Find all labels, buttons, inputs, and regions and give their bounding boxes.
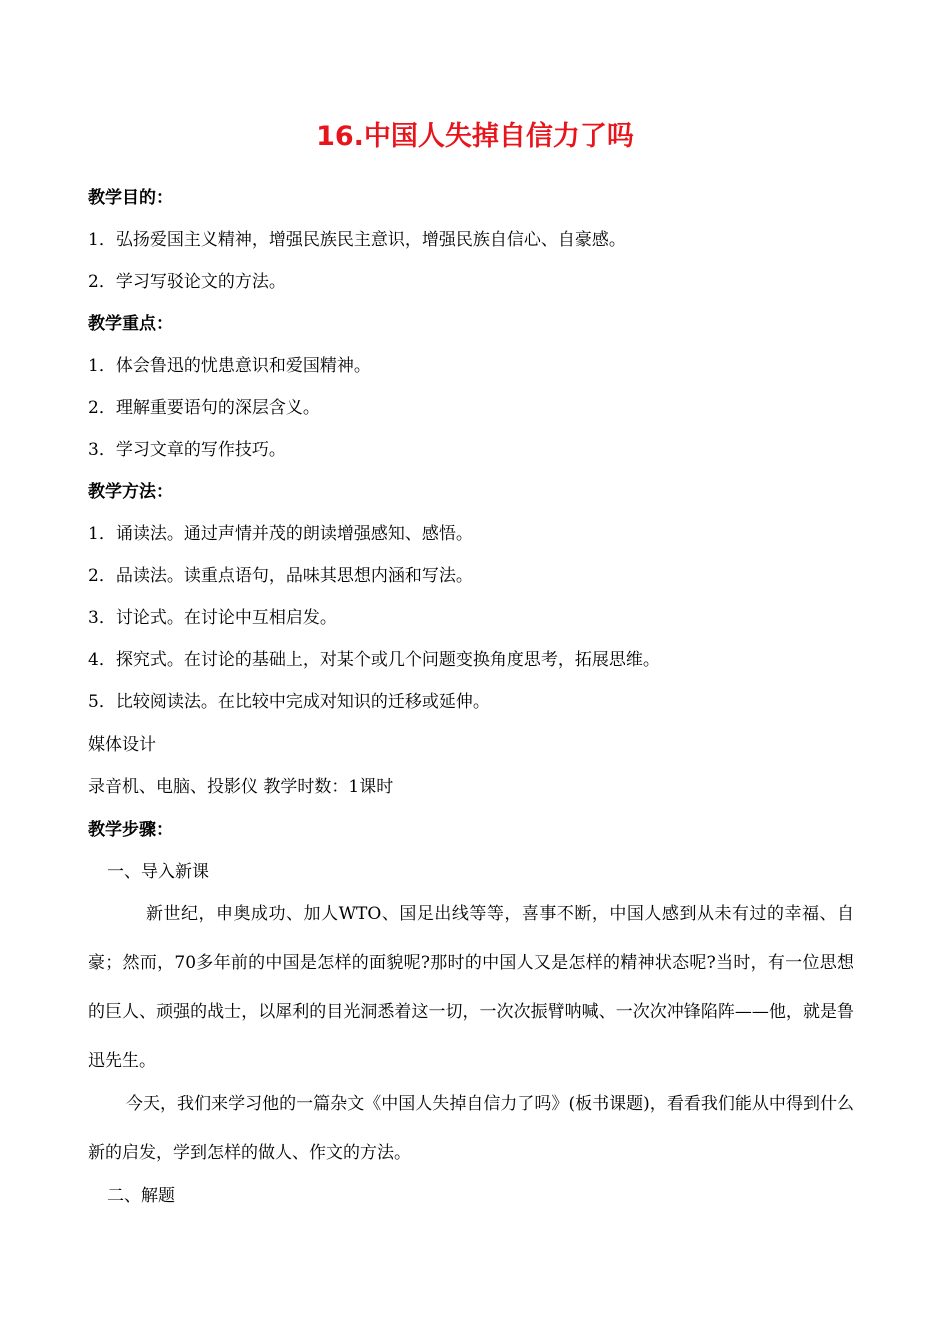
key-point-item: 3．学习文章的写作技巧。 (88, 440, 286, 460)
methods-heading: 教学方法： (88, 482, 173, 502)
objective-item: 1．弘扬爱国主义精神，增强民族民主意识，增强民族自信心、自豪感。 (88, 230, 626, 250)
steps-heading: 教学步骤： (88, 820, 173, 840)
key-point-item: 2．理解重要语句的深层含义。 (88, 398, 320, 418)
section-heading-intro: 一、导入新课 (107, 862, 209, 882)
method-item: 5．比较阅读法。在比较中完成对知识的迁移或延伸。 (88, 692, 490, 712)
objectives-heading: 教学目的： (88, 188, 173, 208)
method-item: 2．品读法。读重点语句，品味其思想内涵和写法。 (88, 566, 473, 586)
method-item: 4．探究式。在讨论的基础上，对某个或几个问题变换角度思考，拓展思维。 (88, 650, 660, 670)
method-item: 3．讨论式。在讨论中互相启发。 (88, 608, 337, 628)
media-label: 媒体设计 (88, 735, 156, 755)
media-detail: 录音机、电脑、投影仪 教学时数：1课时 (88, 777, 394, 797)
method-item: 1．诵读法。通过声情并茂的朗读增强感知、感悟。 (88, 524, 473, 544)
objective-item: 2．学习写驳论文的方法。 (88, 272, 286, 292)
intro-paragraph: 新世纪，申奥成功、加人WTO、国足出线等等，喜事不断，中国人感到从未有过的幸福、自豪；然而，70多年前的中国是怎样的面貌呢?那时的中国人又是怎样的精神状态呢?当时，有一位思想的巨人、顽强的战士，以犀利的目光洞悉着这一切，一次次振臂呐喊、一次次冲锋陷阵——他，就是鲁迅先生。 (88, 904, 854, 1071)
document-title: 16.中国人失掉自信力了吗 (316, 121, 634, 152)
key-points-heading: 教学重点： (88, 314, 173, 334)
section-heading-title: 二、解题 (107, 1186, 175, 1206)
lesson-paragraph: 今天，我们来学习他的一篇杂文《中国人失掉自信力了吗》(板书课题)，看看我们能从中得到什么新的启发，学到怎样的做人、作文的方法。 (88, 1094, 854, 1163)
key-point-item: 1．体会鲁迅的忧患意识和爱国精神。 (88, 356, 371, 376)
